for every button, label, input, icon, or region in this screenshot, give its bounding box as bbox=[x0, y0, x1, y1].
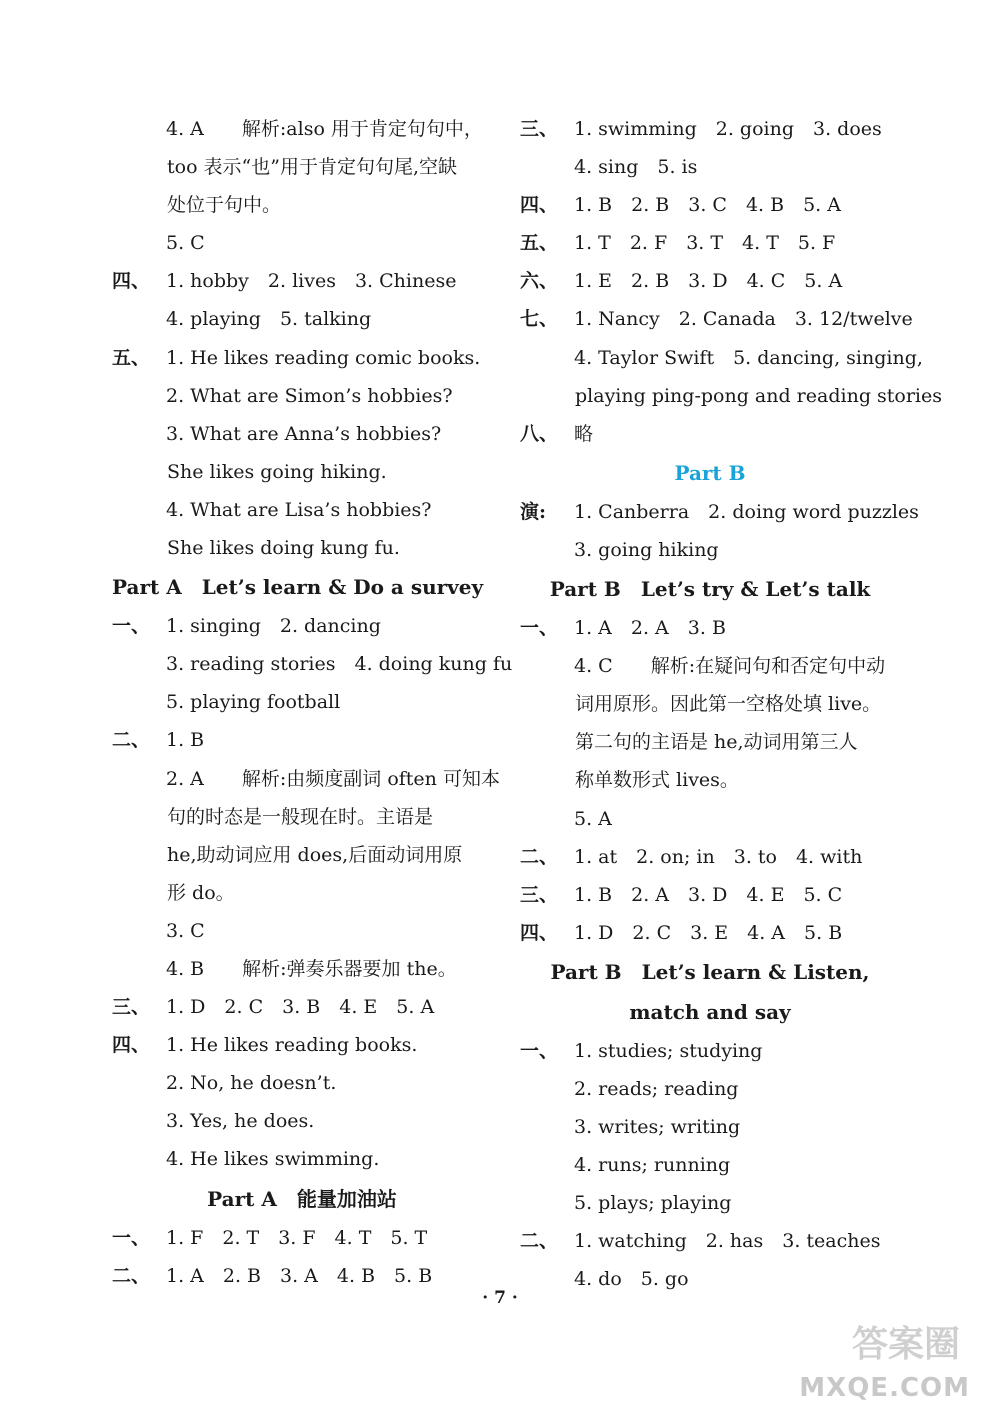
section-heading: Part B Let’s try & Let’s talk bbox=[549, 577, 871, 602]
answer-text: 4. C 解析:在疑问句和否定句中动 bbox=[574, 655, 886, 678]
watermark-logo: 答案圈 bbox=[851, 1324, 960, 1365]
section-number: 一、 bbox=[112, 1226, 151, 1249]
section-number: 八、 bbox=[520, 422, 559, 445]
answer-text: 3. reading stories 4. doing kung fu bbox=[166, 653, 513, 676]
section-heading: Part B bbox=[674, 460, 746, 485]
section-number: 三、 bbox=[520, 883, 559, 906]
section-heading: Part A Let’s learn & Do a survey bbox=[112, 575, 484, 600]
answer-row bbox=[112, 148, 492, 186]
section-number: 四、 bbox=[520, 921, 559, 944]
answer-row bbox=[520, 914, 900, 952]
answer-text: 5. plays; playing bbox=[574, 1192, 732, 1215]
answer-text: 5. C bbox=[166, 232, 205, 255]
answer-row bbox=[520, 377, 942, 415]
answer-text: 1. A 2. B 3. A 4. B 5. B bbox=[166, 1264, 433, 1287]
answer-text: 5. A bbox=[574, 807, 612, 830]
answer-row bbox=[520, 609, 900, 647]
section-heading: match and say bbox=[629, 999, 791, 1024]
answer-row bbox=[520, 1032, 900, 1070]
answer-text: 1. Canberra 2. doing word puzzles bbox=[574, 500, 919, 523]
answer-text: 4. runs; running bbox=[574, 1154, 731, 1177]
answer-text: 1. singing 2. dancing bbox=[166, 615, 381, 638]
answer-row bbox=[112, 453, 492, 491]
answer-text: 3. C bbox=[166, 919, 205, 942]
answer-text: 略 bbox=[574, 422, 594, 445]
answer-text: he,助动词应用 does,后面动词用原 bbox=[167, 843, 463, 866]
answer-text: 4. playing 5. talking bbox=[166, 308, 372, 331]
answer-row bbox=[112, 110, 492, 148]
section-number: 七、 bbox=[520, 308, 559, 331]
answer-text: 4. Taylor Swift 5. dancing, singing, bbox=[574, 346, 923, 369]
answer-text: 3. writes; writing bbox=[574, 1116, 741, 1139]
answer-row bbox=[112, 988, 492, 1026]
answer-text: 3. What are Anna’s hobbies? bbox=[166, 422, 442, 445]
answer-text: 词用原形。因此第一空格处填 live。 bbox=[575, 693, 882, 716]
section-number: 一、 bbox=[520, 1039, 559, 1062]
answer-text: 5. playing football bbox=[166, 691, 341, 714]
section-number: 三、 bbox=[520, 118, 559, 140]
answer-row bbox=[520, 262, 900, 300]
answer-text: 4. do 5. go bbox=[574, 1268, 689, 1291]
section-number: 二、 bbox=[520, 1230, 559, 1253]
section-number: 演: bbox=[520, 500, 547, 523]
answer-row bbox=[112, 1140, 492, 1178]
answer-row bbox=[520, 415, 900, 453]
answer-row bbox=[112, 836, 492, 874]
answer-text: 1. F 2. T 3. F 4. T 5. T bbox=[166, 1226, 428, 1249]
answer-row bbox=[520, 224, 900, 262]
answer-text: 4. sing 5. is bbox=[574, 156, 698, 179]
answer-row bbox=[112, 683, 492, 721]
answer-text: 形 do。 bbox=[167, 881, 235, 904]
section-number: 五、 bbox=[112, 346, 151, 369]
answer-text: 4. A 解析:also 用于肯定句句中， bbox=[166, 118, 483, 140]
answer-row bbox=[520, 685, 900, 723]
answer-row bbox=[520, 531, 900, 569]
answer-text: 第二句的主语是 he,动词用第三人 bbox=[575, 731, 858, 754]
answer-row bbox=[520, 493, 919, 531]
answer-text: 1. studies; studying bbox=[574, 1039, 763, 1062]
section-number: 三、 bbox=[112, 996, 151, 1019]
answer-row bbox=[112, 415, 492, 453]
answer-row bbox=[520, 1146, 900, 1184]
section-number: 六、 bbox=[520, 270, 559, 293]
section-heading: Part A 能量加油站 bbox=[207, 1186, 397, 1211]
answer-text: 1. B 2. B 3. C 4. B 5. A bbox=[574, 194, 841, 217]
answer-text: too 表示“也”用于肯定句句尾,空缺 bbox=[167, 156, 458, 179]
answer-row bbox=[112, 950, 492, 988]
answer-row bbox=[520, 110, 900, 148]
answer-text: 2. What are Simon’s hobbies? bbox=[166, 384, 453, 407]
answer-row bbox=[520, 186, 900, 224]
answer-row bbox=[112, 529, 492, 567]
answer-text: 1. He likes reading books. bbox=[166, 1034, 418, 1057]
section-number: 一、 bbox=[112, 615, 151, 638]
answer-text: 1. at 2. on; in 3. to 4. with bbox=[574, 845, 863, 868]
answer-row bbox=[112, 1102, 492, 1140]
watermark-url: MXQE.COM bbox=[799, 1373, 970, 1403]
answer-text: 1. swimming 2. going 3. does bbox=[574, 118, 882, 140]
answer-row bbox=[112, 645, 513, 683]
answer-text: 1. A 2. A 3. B bbox=[574, 617, 726, 640]
answer-row bbox=[112, 339, 492, 377]
answer-text: 1. Nancy 2. Canada 3. 12/twelve bbox=[574, 308, 913, 331]
answer-row bbox=[112, 798, 492, 836]
answer-row bbox=[112, 1064, 492, 1102]
answer-row bbox=[520, 647, 900, 685]
answer-row bbox=[112, 186, 492, 224]
answer-text: 1. B 2. A 3. D 4. E 5. C bbox=[574, 883, 843, 906]
answer-row bbox=[520, 876, 900, 914]
answer-text: 1. D 2. C 3. E 4. A 5. B bbox=[574, 921, 843, 944]
answer-text: 1. B bbox=[166, 729, 205, 752]
left-column bbox=[112, 110, 513, 1295]
answer-row bbox=[112, 377, 492, 415]
answer-text: 3. going hiking bbox=[574, 538, 719, 561]
page-number: · 7 · bbox=[482, 1288, 518, 1308]
section-number: 一、 bbox=[520, 617, 559, 640]
answer-text: 处位于句中。 bbox=[167, 194, 282, 217]
answer-row bbox=[520, 800, 900, 838]
answer-row bbox=[112, 1219, 492, 1257]
answer-row bbox=[520, 1184, 900, 1222]
section-number: 四、 bbox=[112, 270, 151, 293]
answer-text: 4. What are Lisa’s hobbies? bbox=[166, 498, 432, 521]
answer-text: 1. He likes reading comic books. bbox=[166, 346, 481, 369]
section-number: 二、 bbox=[112, 1264, 151, 1287]
answer-text: 2. reads; reading bbox=[574, 1077, 739, 1100]
answer-row bbox=[112, 300, 492, 338]
answer-row bbox=[112, 721, 492, 759]
answer-text: 句的时态是一般现在时。主语是 bbox=[167, 805, 434, 828]
answer-row bbox=[520, 148, 900, 186]
answer-text: 2. A 解析:由频度副词 often 可知本 bbox=[166, 767, 500, 790]
answer-text: 1. T 2. F 3. T 4. T 5. F bbox=[574, 232, 836, 255]
section-number: 二、 bbox=[520, 845, 559, 868]
answer-text: 4. B 解析:弹奏乐器要加 the。 bbox=[166, 957, 457, 980]
answer-row bbox=[520, 723, 900, 761]
answer-row bbox=[520, 1108, 900, 1146]
answer-text: 3. Yes, he does. bbox=[166, 1110, 315, 1133]
answer-text: 2. No, he doesn’t. bbox=[166, 1072, 337, 1095]
answer-text: 1. hobby 2. lives 3. Chinese bbox=[166, 270, 457, 293]
answer-text: 4. He likes swimming. bbox=[166, 1148, 380, 1171]
answer-row bbox=[520, 339, 923, 377]
answer-row bbox=[112, 874, 492, 912]
answer-row bbox=[112, 760, 500, 798]
section-number: 四、 bbox=[520, 194, 559, 217]
section-number: 四、 bbox=[112, 1034, 151, 1057]
section-number: 五、 bbox=[520, 232, 559, 255]
section-number: 二、 bbox=[112, 729, 151, 752]
answer-text: 1. watching 2. has 3. teaches bbox=[574, 1230, 881, 1253]
answer-row bbox=[112, 607, 492, 645]
answer-row bbox=[520, 838, 900, 876]
right-column bbox=[520, 110, 942, 1299]
answer-row bbox=[112, 224, 492, 262]
answer-row bbox=[520, 761, 900, 799]
answer-text: 1. E 2. B 3. D 4. C 5. A bbox=[574, 270, 843, 293]
answer-row bbox=[112, 1026, 492, 1064]
answer-text: 称单数形式 lives。 bbox=[575, 769, 739, 792]
answer-row bbox=[112, 491, 492, 529]
answer-text: 1. D 2. C 3. B 4. E 5. A bbox=[166, 996, 435, 1019]
answer-row bbox=[112, 912, 492, 950]
answer-text: She likes going hiking. bbox=[167, 460, 387, 483]
answer-text: playing ping-pong and reading stories bbox=[575, 384, 942, 407]
answer-row bbox=[520, 1070, 900, 1108]
answer-row bbox=[520, 300, 913, 338]
answer-text: She likes doing kung fu. bbox=[167, 537, 400, 560]
answer-row bbox=[520, 1222, 900, 1260]
section-heading: Part B Let’s learn & Listen, bbox=[550, 959, 870, 984]
answer-row bbox=[112, 262, 492, 300]
